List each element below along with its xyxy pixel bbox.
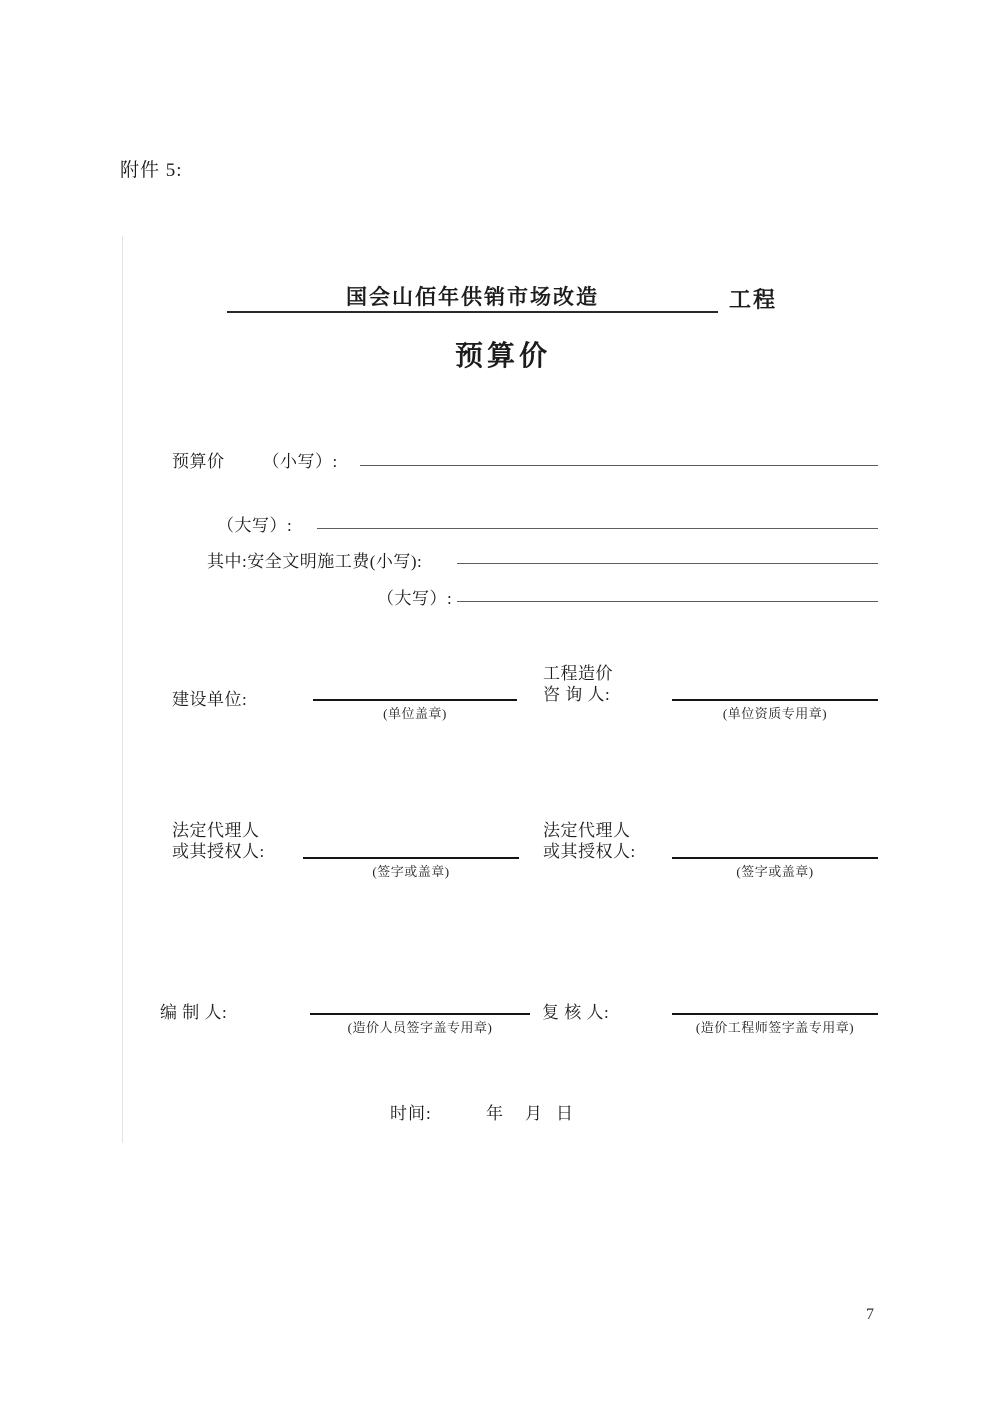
cost-consultant-label-line1: 工程造价 xyxy=(543,664,613,683)
safety-fee-uppercase-line xyxy=(457,601,878,602)
legal-rep-left-label xyxy=(172,820,265,862)
preparer-sign-line xyxy=(310,1013,530,1015)
date-day-label: 日 xyxy=(556,1104,574,1123)
reviewer-sign-line xyxy=(672,1013,878,1015)
legal-rep-right-sign-line xyxy=(672,857,878,859)
form-left-border xyxy=(122,236,123,1143)
budget-lowercase-line xyxy=(360,465,878,466)
reviewer-label: 复 核 人: xyxy=(542,1003,610,1022)
budget-price-label: 预算价 xyxy=(172,452,225,471)
page-number: 7 xyxy=(866,1306,874,1323)
safety-fee-uppercase-label: （大写）: xyxy=(377,589,453,608)
legal-rep-right-label-line2: 或其授权人: xyxy=(543,842,636,861)
legal-rep-right-label-line1: 法定代理人 xyxy=(543,821,631,840)
legal-rep-left-sign-line xyxy=(303,857,519,859)
date-month-label: 月 xyxy=(525,1104,543,1123)
legal-rep-right-caption: (签字或盖章) xyxy=(736,864,814,879)
safety-fee-label: 其中:安全文明施工费(小写): xyxy=(207,552,423,571)
cost-consultant-sign-line xyxy=(672,699,878,701)
budget-uppercase-line xyxy=(317,528,878,529)
cost-consultant-label xyxy=(543,663,613,705)
preparer-caption: (造价人员签字盖专用章) xyxy=(347,1020,493,1035)
legal-rep-left-label-line2: 或其授权人: xyxy=(172,842,265,861)
legal-rep-right-label xyxy=(543,820,636,862)
attachment-label: 附件 5: xyxy=(120,160,183,181)
cost-consultant-label-line2: 咨 询 人: xyxy=(543,685,611,704)
legal-rep-left-caption: (签字或盖章) xyxy=(372,864,450,879)
reviewer-caption: (造价工程师签字盖专用章) xyxy=(695,1020,855,1035)
construction-unit-caption: (单位盖章) xyxy=(383,706,447,721)
preparer-label: 编 制 人: xyxy=(160,1003,228,1022)
document-title: 预算价 xyxy=(454,341,551,372)
construction-unit-label: 建设单位: xyxy=(172,690,248,709)
safety-fee-lowercase-line xyxy=(457,563,878,564)
date-year-label: 年 xyxy=(486,1104,504,1123)
project-name-underlined: 国会山佰年供销市场改造 xyxy=(227,283,718,313)
budget-uppercase-label: （大写）: xyxy=(217,516,293,535)
budget-price-row-label xyxy=(172,447,338,472)
budget-lowercase-label: （小写）: xyxy=(262,452,338,471)
cost-consultant-caption: (单位资质专用章) xyxy=(722,706,828,721)
legal-rep-left-label-line1: 法定代理人 xyxy=(172,821,260,840)
date-label: 时间: xyxy=(390,1104,432,1123)
project-suffix: 工程 xyxy=(729,287,778,312)
construction-unit-sign-line xyxy=(313,699,517,701)
